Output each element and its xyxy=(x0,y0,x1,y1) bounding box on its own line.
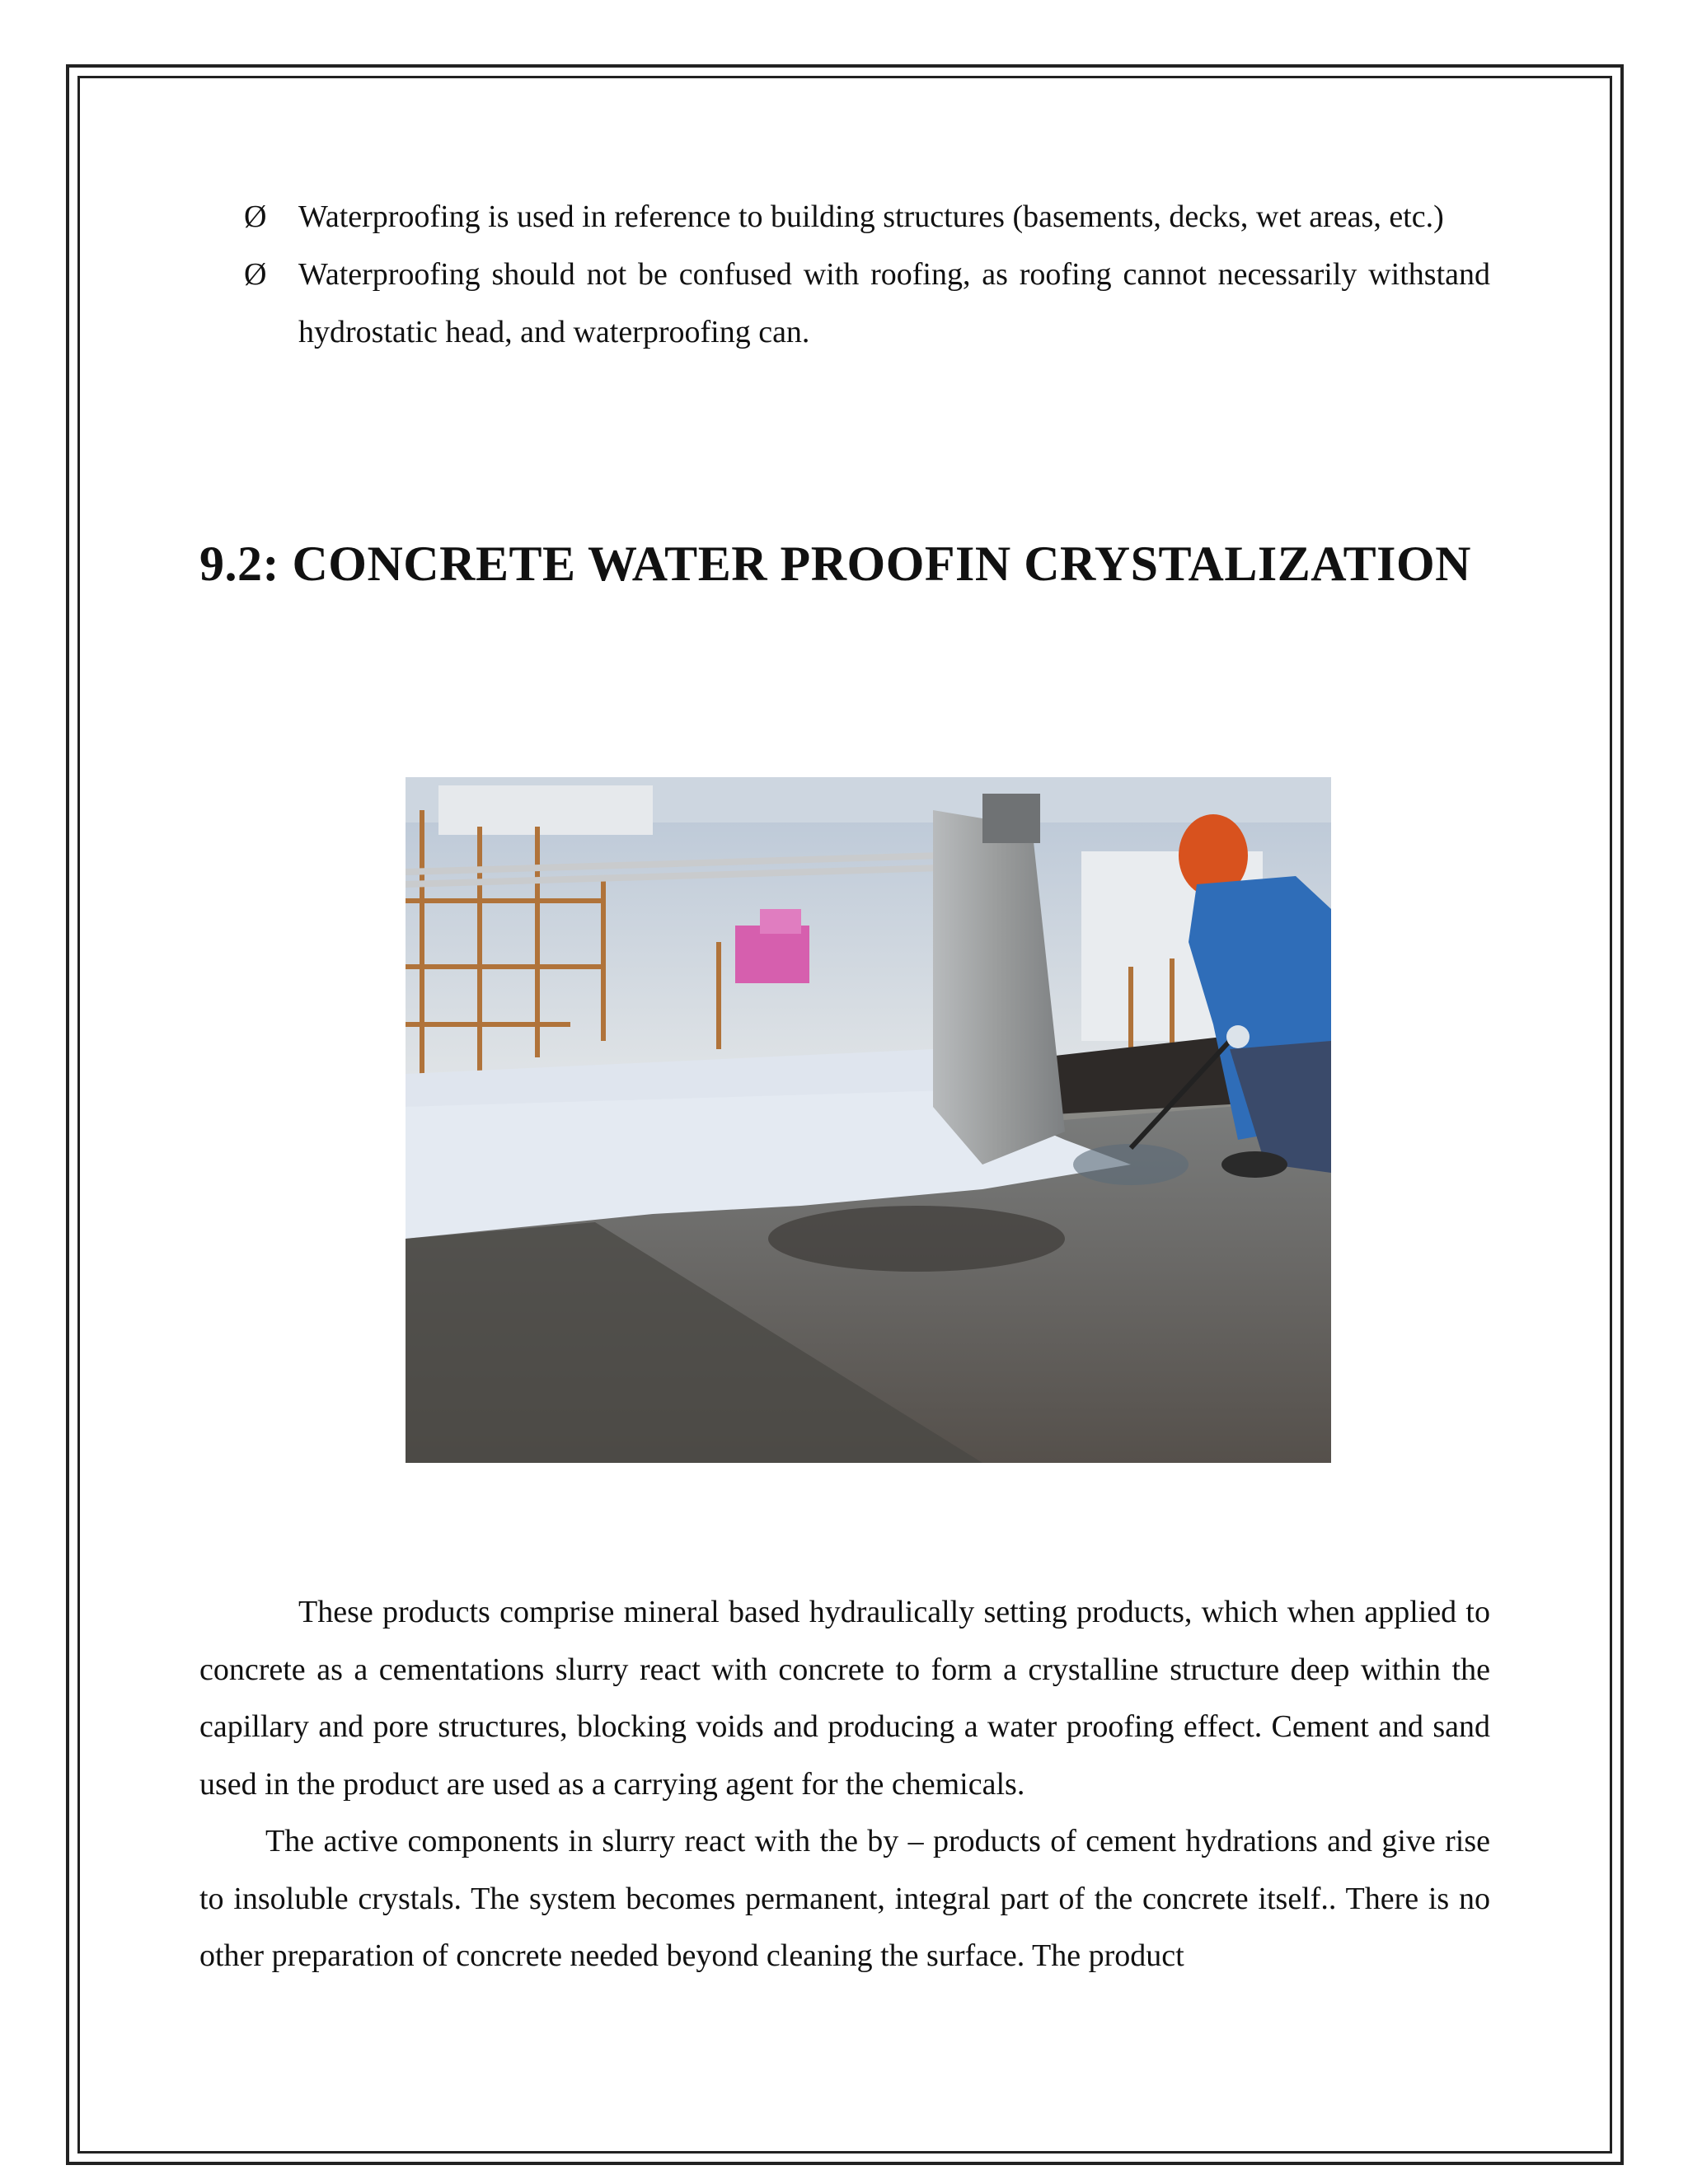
bullet-item xyxy=(244,188,1490,246)
bullet-symbol: Ø xyxy=(244,199,267,234)
paragraph: These products comprise mineral based hydraulically setting products, which when applied to concrete as a cementations slurry react with concrete to form a crystalline structure deep within the capillary and pore structures, blocking voids and producing a water proofing effect. Cement and sand used in the product are used as a carrying agent for the chemicals. xyxy=(199,1595,1490,1802)
paragraph: The active components in slurry react with the by – products of cement hydrations and give rise to insoluble crystals. The system becomes permanent, integral part of the concrete itself.. There is no other preparation of concrete needed beyond cleaning the surface. The product xyxy=(199,1824,1490,1973)
bullet-symbol: Ø xyxy=(244,257,267,292)
body-text xyxy=(199,1584,1490,1985)
bullet-item xyxy=(244,246,1490,361)
bullet-text: Waterproofing is used in reference to building structures (basements, decks, wet areas, etc.) xyxy=(298,199,1444,234)
bullet-list xyxy=(244,188,1490,361)
section-heading: 9.2: CONCRETE WATER PROOFIN CRYSTALIZATION xyxy=(199,537,1471,591)
bullet-text: Waterproofing should not be confused with roofing, as roofing cannot necessarily withstand hydrostatic head, and waterproofing can. xyxy=(298,257,1490,349)
rooftop-waterproofing-photo xyxy=(406,777,1331,1463)
photo-illustration xyxy=(406,777,1331,1463)
